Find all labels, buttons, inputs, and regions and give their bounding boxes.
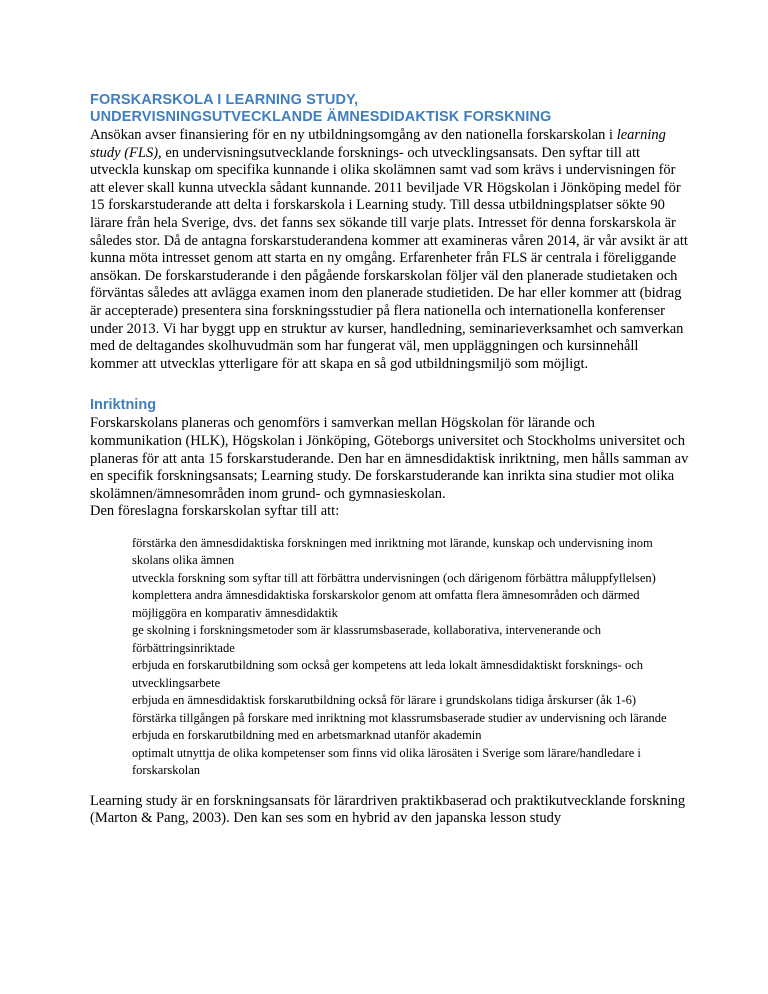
section-heading-inriktning: Inriktning xyxy=(90,397,157,414)
intro-paragraph xyxy=(90,127,690,373)
inriktning-paragraph: Forskarskolans planeras och genomförs i samverkan mellan Högskolan för lärande och kommunikation (HLK), Högskolan i Jönköping, Göteborgs universitet och Stockholms universitet och planeras för att anta 15 forskarstuderande. Den har en ämnesdidaktisk inriktning, men hålls samman av en specifik forskningsansats; Learning study. De forskarstuderande kan inrikta sina studier mot olika skolämnen/ämnesområden inom grund- och gymnasieskolan. xyxy=(90,415,689,502)
list-item: optimalt utnyttja de olika kompetenser som finns vid olika lärosäten i Sverige som lärare/handledare i forskarskolan xyxy=(132,745,641,778)
list-item: utveckla forskning som syftar till att förbättra undervisningen (och därigenom förbättra måluppfyllelsen) xyxy=(132,570,656,585)
title-line-2: UNDERVISNINGSUTVECKLANDE ÄMNESDIDAKTISK FORSKNING xyxy=(90,109,552,125)
document-page xyxy=(90,92,690,828)
list-item: erbjuda en forskarutbildning som också ger kompetens att leda lokalt ämnesdidaktiskt forsknings- och utvecklingsarbete xyxy=(132,658,643,690)
list-item: erbjuda en ämnesdidaktisk forskarutbildning också för lärare i grundskolans tidiga årskurser (åk 1-6) xyxy=(132,693,637,708)
aims-lead: Den föreslagna forskarskolan syftar till att: xyxy=(90,503,340,520)
list-item: förstärka den ämnesdidaktiska forskningen med inriktning mot lärande, kunskap och undervisning inom skolans olika ämnen xyxy=(132,535,653,568)
list-item: förstärka tillgången på forskare med inriktning mot klassrumsbaserade studier av undervisning och lärande xyxy=(132,710,667,725)
list-item: komplettera andra ämnesdidaktiska forskarskolor genom att omfatta flera ämnesområden och därmed möjliggöra en komparativ ämnesdidaktik xyxy=(132,588,640,620)
document-title xyxy=(90,92,690,126)
list-item: erbjuda en forskarutbildning med en arbetsmarknad utanför akademin xyxy=(132,728,482,743)
intro-emphasis: learning study (FLS), xyxy=(90,127,666,161)
aims-list xyxy=(90,535,690,780)
title-line-1: FORSKARSKOLA I LEARNING STUDY, xyxy=(90,92,359,108)
closing-paragraph: Learning study är en forskningsansats för lärardriven praktikbaserad och praktikutvecklande forskning (Marton & Pang, 2003). Den kan ses som en hybrid av den japanska lesson study xyxy=(90,792,686,827)
intro-text-rest: en undervisningsutvecklande forsknings- och utvecklingsansats. Den syftar till att utveckla kunskap om specifika kunnande i olika skolämnen samt vad som krävs i undervisningen för att elever skall kunna utveckla sådant kunnande. 2011 beviljade VR Högskolan i Jönköping medel för 15 forskarstuderande att delta i forskarskola i Learning study. Till dessa utbildningsplatser sökte 90 lärare från hela Sverige, dvs. det fanns sex sökande till varje plats. Intresset för denna forskarskola är således stor. Då de antagna forskarstuderandena kommer att examineras våren 2014, är vår avsikt är att kunna möta intresset genom att starta en ny omgång. Erfarenheter från FLS är centrala i föreliggande ansökan. De forskarstuderande i den pågående forskarskolan följer väl den planerade studietaken och förväntas således att avlägga examen inom den planerade studietiden. De har eller kommer att (bidrag är accepterade) presentera sina forskningsstudier på flera nationella och internationella konferenser under 2013. Vi har byggt upp en struktur av kurser, handledning, seminarieverksamhet och samverkan med de deltagandes skolhuvudmän som har fungerat väl, men uppläggningen och kursinnehåll kommer att utvecklas ytterligare för att skapa en så god utbildningsmiljö som möjligt. xyxy=(90,144,688,372)
intro-text-start: Ansökan avser finansiering för en ny utbildningsomgång av den nationella forskarskolan i xyxy=(90,127,617,143)
list-item: ge skolning i forskningsmetoder som är klassrumsbaserade, kollaborativa, intervenerande och förbättringsinriktade xyxy=(132,623,601,655)
